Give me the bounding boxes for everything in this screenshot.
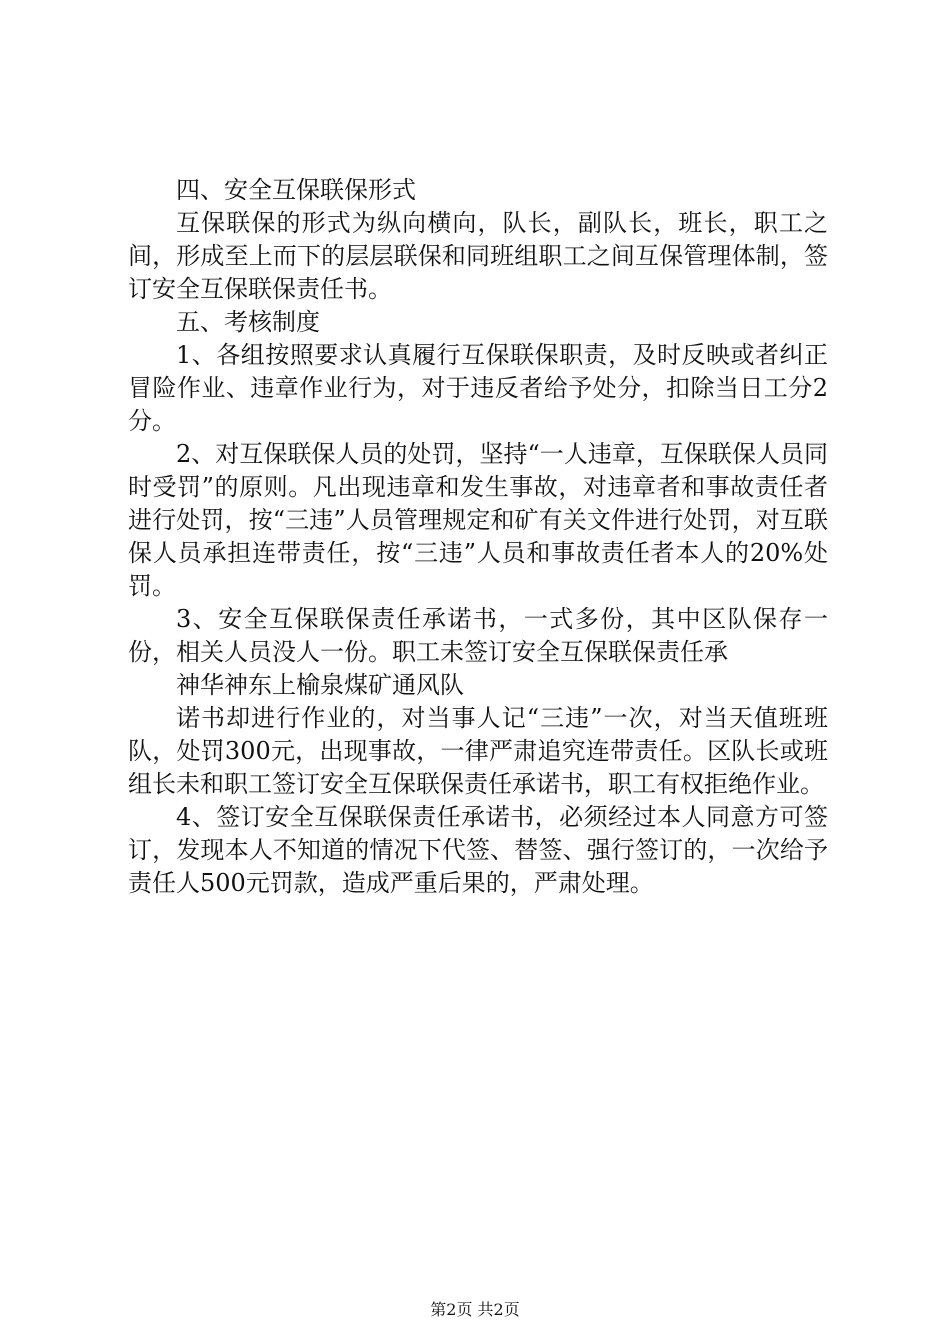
paragraph-mutual-protection-form: 互保联保的形式为纵向横向，队长，副队长，班长，职工之间，形成至上而下的层层联保和同班组职工之间互保管理体制，签订安全互保联保责任书。 — [128, 209, 828, 303]
section-heading-mutual-protection-form: 四、安全互保联保形式 — [176, 176, 416, 204]
paragraph-rule-3-continued: 诺书却进行作业的，对当事人记“三违”一次，对当天值班班队，处罚300元，出现事故，一律严肃追究连带责任。区队长或班组长未和职工签订安全互保联保责任承诺书，职工有权拒绝作业。 — [128, 704, 828, 798]
document-body — [128, 174, 828, 900]
organization-name: 神华神东上榆泉煤矿通风队 — [176, 671, 464, 699]
section-heading-assessment-system: 五、考核制度 — [176, 308, 320, 336]
paragraph-rule-3: 3、安全互保联保责任承诺书，一式多份，其中区队保存一份，相关人员没人一份。职工未签订安全互保联保责任承 — [128, 605, 828, 666]
paragraph-rule-4: 4、签订安全互保联保责任承诺书，必须经过本人同意方可签订，发现本人不知道的情况下代签、替签、强行签订的，一次给予责任人500元罚款，造成严重后果的，严肃处理。 — [128, 803, 828, 897]
paragraph-rule-2: 2、对互保联保人员的处罚，坚持“一人违章，互保联保人员同时受罚”的原则。凡出现违章和发生事故，对违章者和事故责任者进行处罚，按“三违”人员管理规定和矿有关文件进行处罚，对互联保人员承担连带责任，按“三违”人员和事故责任者本人的20%处罚。 — [128, 440, 828, 600]
paragraph-rule-1: 1、各组按照要求认真履行互保联保职责，及时反映或者纠正冒险作业、违章作业行为，对于违反者给予处分，扣除当日工分2分。 — [128, 341, 828, 435]
page-number: 第2页 共2页 — [430, 1300, 520, 1319]
page-footer — [0, 1300, 950, 1320]
